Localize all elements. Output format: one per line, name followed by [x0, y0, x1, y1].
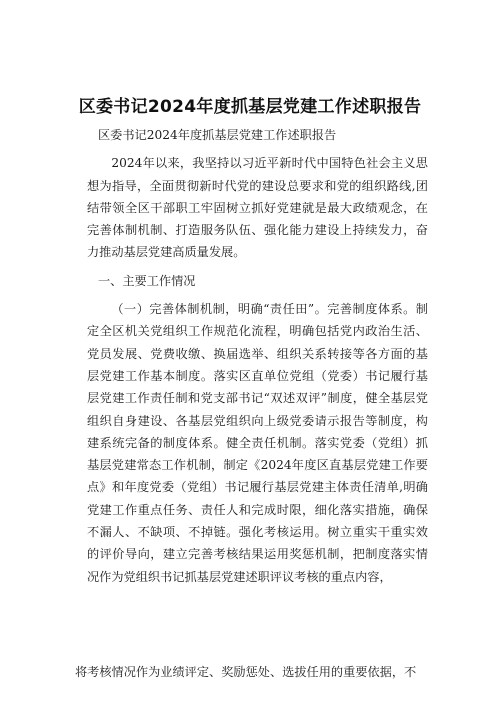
intro-paragraph: 2024年以来，我坚持以习近平新时代中国特色社会主义思想为指导，全面贯彻新时代党的建设总要求和党的组织路线,团结带领全区干部职工牢固树立抓好党建就是最大政绩观念，在完善体制机制、打造服务队伍、强化能力建设上持续发力，奋力推动基层党建高质量发展。	[87, 156, 428, 260]
paragraph-2: 将考核情况作为业绩评定、奖励惩处、选拔任用的重要依据，不	[75, 665, 417, 679]
paragraph-1: （一）完善体制机制，明确“责任田”。完善制度体系。制定全区机关党组织工作规范化流程，明确包括党内政治生活、党员发展、党费收缴、换届选举、组织关系转接等各方面的基层党建工作基本制度。落实区直单位党组（党委）书记履行基层党建工作责任制和党支部书记“双述双评”制度，健全基层党组织自身建设、各基层党组织向上级党委请示报告等制度，构建系统完备的制度体系。健全责任机制。落实党委（党组）抓基层党建常态工作机制，制定《2024年度区直基层党建工作要点》和年度党委（党组）书记履行基层党建主体责任清单,明确党建工作重点任务、责任人和完成时限，细化落实措施，确保不漏人、不缺项、不掉链。强化考核运用。树立重实干重实效的评价导向，建立完善考核结果运用奖惩机制，把制度落实情况作为党组织书记抓基层党建述职评议考核的重点内容，	[87, 302, 428, 584]
document-title: 区委书记2024年度抓基层党建工作述职报告	[78, 97, 422, 117]
document-body	[87, 124, 428, 594]
section-heading: 一、主要工作情况	[98, 273, 196, 288]
document-subtitle: 区委书记2024年度抓基层党建工作述职报告	[98, 128, 337, 142]
